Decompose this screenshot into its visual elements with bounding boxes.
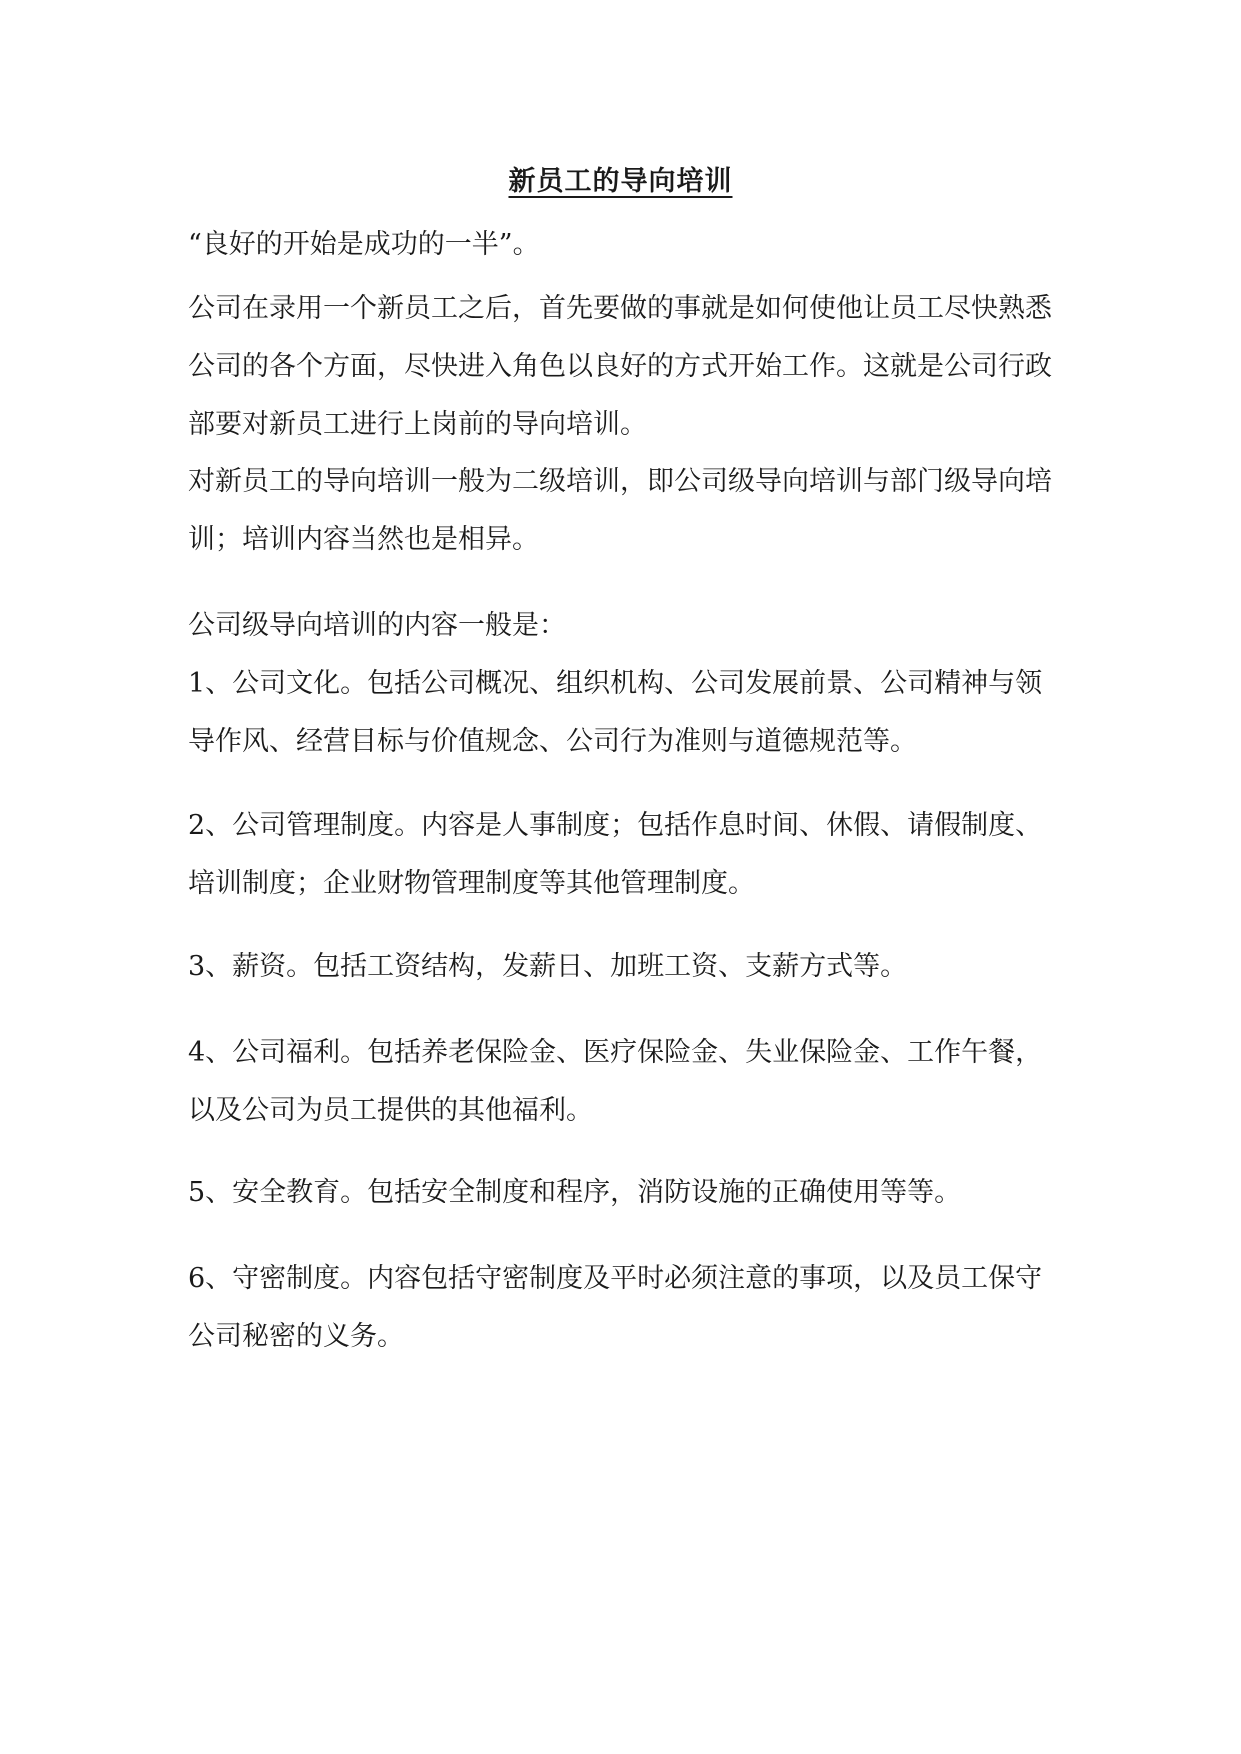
intro-paragraph: 公司在录用一个新员工之后，首先要做的事就是如何使他让员工尽快熟悉公司的各个方面，尽快进入角色以良好的方式开始工作。这就是公司行政部要对新员工进行上岗前的导向培训。 [188,293,1052,440]
list-item-salary: 3、薪资。包括工资结构，发薪日、加班工资、支薪方式等。 [188,951,908,982]
document-title: 新员工的导向培训 [508,166,733,197]
list-item-welfare: 4、公司福利。包括养老保险金、医疗保险金、失业保险金、工作午餐，以及公司为员工提供的其他福利。 [188,1037,1043,1126]
list-item-confidentiality: 6、守密制度。内容包括守密制度及平时必须注意的事项，以及员工保守公司秘密的义务。 [188,1263,1043,1352]
list-item-culture: 1、公司文化。包括公司概况、组织机构、公司发展前景、公司精神与领导作风、经营目标与价值规念、公司行为准则与道德规范等。 [188,668,1043,757]
list-item-safety: 5、安全教育。包括安全制度和程序，消防设施的正确使用等等。 [188,1177,962,1208]
list-item-management: 2、公司管理制度。内容是人事制度；包括作息时间、休假、请假制度、培训制度；企业财物管理制度等其他管理制度。 [188,810,1043,899]
list-heading: 公司级导向培训的内容一般是： [188,610,566,641]
quote-paragraph: “良好的开始是成功的一半”。 [188,229,540,260]
levels-paragraph: 对新员工的导向培训一般为二级培训，即公司级导向培训与部门级导向培训；培训内容当然也是相异。 [188,466,1052,555]
